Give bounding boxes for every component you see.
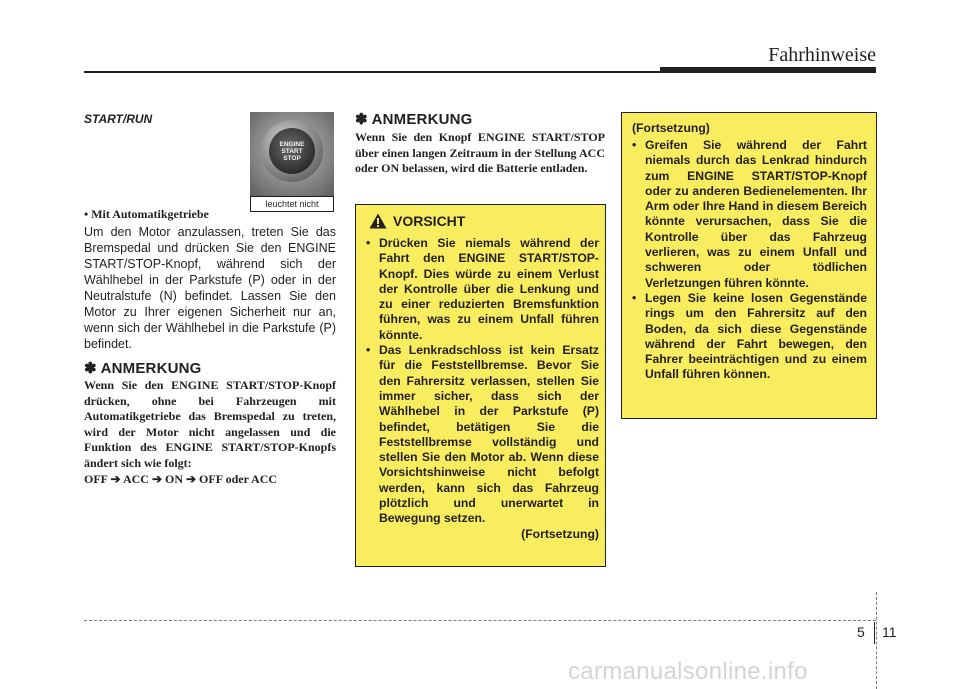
body-paragraph: Um den Motor anzulassen, treten Sie das Bremspedal und drücken Sie den ENGINE START/STOP-Knopf, während sich der Wählhebel in der Parkstufe (P) oder in der Neutralstufe (N) befindet. Lassen Sie den Motor zu Ihrer eigenen Sicherheit nur an, wenn sich der Wählhebel in die Parkstufe (P) befindet. [84, 225, 336, 351]
note-text: Wenn Sie den ENGINE START/STOP-Knopf drücken, ohne bei Fahrzeugen mit Automatikgetriebe das Bremspedal zu treten, wird der Motor nicht angelassen und die Funktion des ENGINE START/STOP-Knopfs ändert sich wie folgt: [84, 378, 336, 470]
button-ring [261, 120, 323, 182]
button-face [269, 128, 315, 174]
caution-heading [369, 213, 465, 229]
page-number-divider [874, 622, 875, 644]
caution-list [365, 236, 599, 542]
footer-rule [84, 620, 876, 621]
header-rule [84, 71, 660, 73]
engine-start-stop-button-image [250, 112, 334, 196]
header-rule-accent [660, 67, 876, 73]
bullet-heading: • Mit Automatikgetriebe [84, 207, 209, 221]
caution-continued-box [621, 112, 877, 419]
caution-box [355, 204, 606, 567]
watermark: carmanualsonline.info [568, 658, 808, 685]
mode-sequence: OFF ➔ ACC ➔ ON ➔ OFF oder ACC [84, 471, 278, 486]
note-heading: ✽ ANMERKUNG [355, 111, 473, 128]
list-item: • Das Lenkradschloss ist kein Ersatz für die Feststellbremse. Bevor Sie den Fahrersitz verlassen, stellen Sie immer sicher, dass sich der Wählhebel in der Parkstufe (P) befindet, betätigen Sie die Feststellbremse vollständig und stellen Sie den Motor ab. Wenn diese Vorsichtshinweise nicht befolgt werden, kann sich das Fahrzeug plötzlich und unerwartet in Bewegung setzen. [365, 343, 599, 527]
note-body: Wenn Sie den Knopf ENGINE START/STOP über einen langen Zeitraum in der Stellung ACC oder ON belassen, wird die Batterie entladen. [355, 130, 605, 176]
warning-icon [369, 213, 387, 229]
note-body [84, 378, 336, 487]
caution-list [631, 138, 867, 383]
footer-crop-mark [876, 592, 877, 689]
button-label-line: START [281, 147, 303, 155]
note-heading: ✽ ANMERKUNG [84, 360, 202, 377]
continued-heading: (Fortsetzung) [632, 121, 710, 135]
subheading: START/RUN [84, 112, 153, 126]
caution-title: VORSICHT [393, 213, 466, 229]
section-title: Fahrhinweise [768, 44, 876, 66]
button-label-line: ENGINE [279, 140, 305, 148]
chapter-number: 5 [857, 624, 865, 640]
button-label-line: STOP [283, 154, 301, 162]
list-item: • Drücken Sie niemals während der Fahrt den ENGINE START/STOP-Knopf. Dies würde zu einem Verlust der Kontrolle über die Lenkung und zu einer reduzierten Bremsfunktion führen, was zu einem Unfall führen könnte. [365, 236, 599, 343]
continued-label: (Fortsetzung) [521, 526, 599, 541]
image-caption: leuchtet nicht [250, 196, 334, 212]
list-item: • Greifen Sie während der Fahrt niemals durch das Lenkrad hindurch zum ENGINE START/STOP-Knopf oder zu anderen Bedienelementen. Ihr Arm oder Ihre Hand in diesem Bereich könnte verursachen, dass Sie die Kontrolle über das Fahrzeug verlieren, was zu einem Unfall und schweren oder tödlichen Verletzungen führen könnte. [631, 138, 867, 291]
page-number: 11 [882, 624, 897, 640]
list-item: • Legen Sie keine losen Gegenstände rings um den Fahrersitz auf den Boden, da sich diese Gegenstände während der Fahrt bewegen, den Fahrer beeinträchtigen und zu einem Unfall führen können. [631, 291, 867, 383]
